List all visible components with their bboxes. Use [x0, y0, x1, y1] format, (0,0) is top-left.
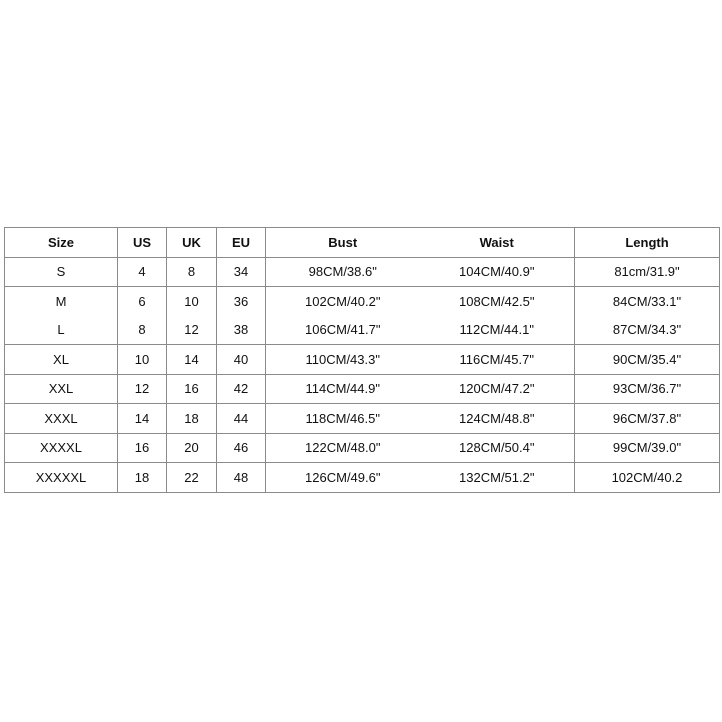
- size-chart-table: [4, 227, 720, 493]
- cell-waist: 108CM/42.5": [420, 287, 575, 316]
- table-row: [5, 316, 720, 345]
- table-row: [5, 257, 720, 287]
- cell-us: 18: [118, 463, 167, 493]
- cell-bust: 122CM/48.0": [266, 433, 420, 463]
- cell-eu: 44: [217, 404, 266, 434]
- cell-length: 87CM/34.3": [575, 316, 720, 345]
- cell-length: 90CM/35.4": [575, 345, 720, 375]
- cell-waist: 124CM/48.8": [420, 404, 575, 434]
- cell-size: M: [5, 287, 118, 316]
- table-row: [5, 433, 720, 463]
- cell-size: XL: [5, 345, 118, 375]
- cell-bust: 114CM/44.9": [266, 374, 420, 404]
- cell-bust: 110CM/43.3": [266, 345, 420, 375]
- header-eu: EU: [217, 228, 266, 258]
- cell-waist: 104CM/40.9": [420, 257, 575, 287]
- cell-uk: 22: [167, 463, 217, 493]
- cell-eu: 36: [217, 287, 266, 316]
- cell-waist: 116CM/45.7": [420, 345, 575, 375]
- cell-us: 12: [118, 374, 167, 404]
- table-row: [5, 404, 720, 434]
- cell-eu: 42: [217, 374, 266, 404]
- table-row: [5, 287, 720, 316]
- cell-bust: 118CM/46.5": [266, 404, 420, 434]
- cell-bust: 98CM/38.6": [266, 257, 420, 287]
- cell-size: S: [5, 257, 118, 287]
- header-bust: Bust: [266, 228, 420, 258]
- header-length: Length: [575, 228, 720, 258]
- cell-size: XXXXXL: [5, 463, 118, 493]
- cell-length: 81cm/31.9": [575, 257, 720, 287]
- header-size: Size: [5, 228, 118, 258]
- cell-waist: 120CM/47.2": [420, 374, 575, 404]
- cell-us: 14: [118, 404, 167, 434]
- cell-uk: 14: [167, 345, 217, 375]
- cell-waist: 112CM/44.1": [420, 316, 575, 345]
- cell-uk: 10: [167, 287, 217, 316]
- header-us: US: [118, 228, 167, 258]
- table-row: [5, 463, 720, 493]
- cell-bust: 126CM/49.6": [266, 463, 420, 493]
- table-row: [5, 374, 720, 404]
- cell-length: 102CM/40.2: [575, 463, 720, 493]
- cell-size: XXL: [5, 374, 118, 404]
- cell-uk: 8: [167, 257, 217, 287]
- cell-eu: 38: [217, 316, 266, 345]
- cell-uk: 12: [167, 316, 217, 345]
- cell-us: 6: [118, 287, 167, 316]
- cell-uk: 16: [167, 374, 217, 404]
- cell-uk: 18: [167, 404, 217, 434]
- cell-bust: 106CM/41.7": [266, 316, 420, 345]
- cell-length: 99CM/39.0": [575, 433, 720, 463]
- table-header-row: [5, 228, 720, 258]
- cell-size: XXXL: [5, 404, 118, 434]
- cell-eu: 34: [217, 257, 266, 287]
- cell-us: 10: [118, 345, 167, 375]
- cell-us: 4: [118, 257, 167, 287]
- cell-size: XXXXL: [5, 433, 118, 463]
- cell-eu: 46: [217, 433, 266, 463]
- cell-waist: 128CM/50.4": [420, 433, 575, 463]
- cell-length: 84CM/33.1": [575, 287, 720, 316]
- cell-us: 8: [118, 316, 167, 345]
- cell-uk: 20: [167, 433, 217, 463]
- cell-eu: 40: [217, 345, 266, 375]
- header-uk: UK: [167, 228, 217, 258]
- cell-us: 16: [118, 433, 167, 463]
- cell-length: 96CM/37.8": [575, 404, 720, 434]
- table-row: [5, 345, 720, 375]
- cell-bust: 102CM/40.2": [266, 287, 420, 316]
- cell-length: 93CM/36.7": [575, 374, 720, 404]
- header-waist: Waist: [420, 228, 575, 258]
- cell-size: L: [5, 316, 118, 345]
- cell-eu: 48: [217, 463, 266, 493]
- cell-waist: 132CM/51.2": [420, 463, 575, 493]
